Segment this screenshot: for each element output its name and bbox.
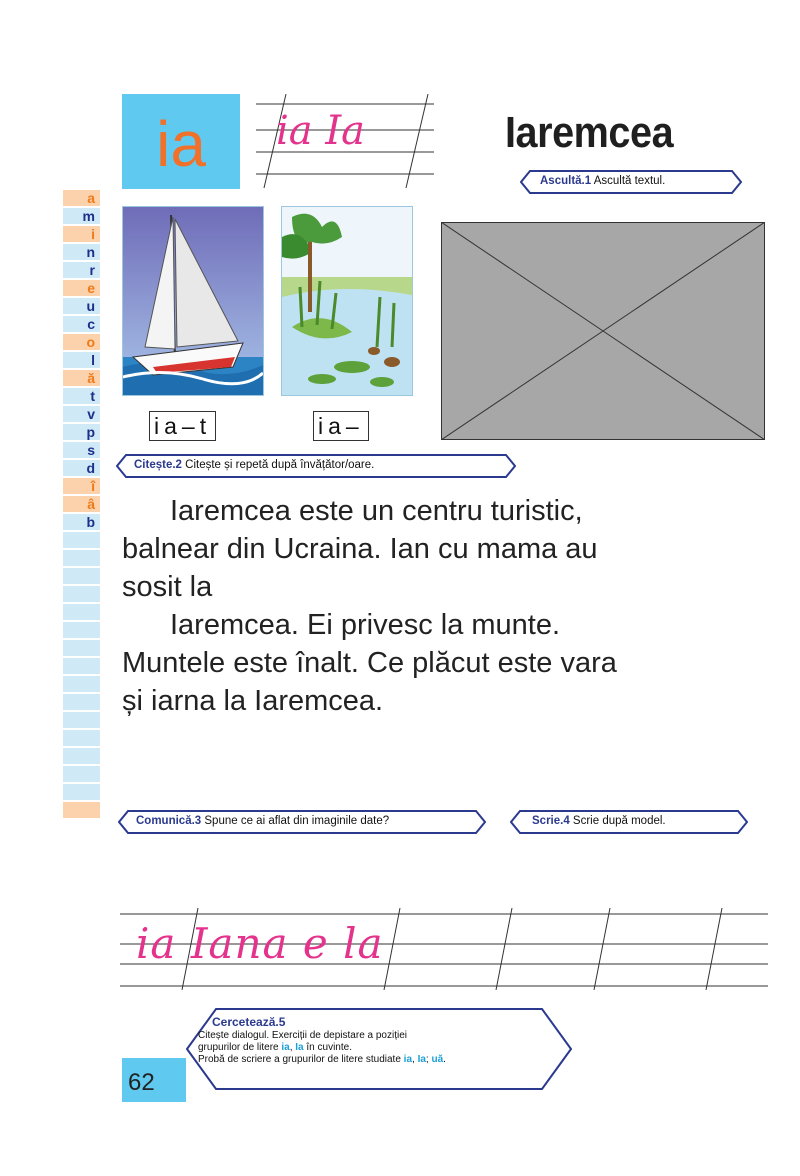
- reading-line: Iaremcea. Ei privesc la munte.: [170, 609, 561, 641]
- communicate-task: Comunică.3 Spune ce ai aflat din imaginile date?: [136, 815, 390, 827]
- sidebar-empty-cell: [63, 568, 100, 584]
- page-number: 62: [122, 1058, 186, 1102]
- image-placeholder: [441, 222, 765, 440]
- sidebar-letter: ă: [63, 370, 100, 386]
- sidebar-letter: a: [63, 190, 100, 206]
- sidebar-letter: c: [63, 316, 100, 332]
- write-task: Scrie.4 Scrie după model.: [532, 815, 666, 827]
- research-task: Cercetează.5 Citește dialogul. Exerciții de depistare a poziției grupurilor de litere ia, Ia în cuvinte. Probă de scriere a grupurilor de litere studiate ia, Ia; uă.: [198, 1015, 446, 1065]
- lake-image: [281, 206, 413, 396]
- sidebar-letter: p: [63, 424, 100, 440]
- sidebar-empty-cell: [63, 676, 100, 692]
- sidebar-empty-cell: [63, 604, 100, 620]
- word-blank-1: ia–t: [149, 411, 216, 441]
- sidebar-letter: m: [63, 208, 100, 224]
- sidebar-empty-cell: [63, 550, 100, 566]
- sailboat-image: [122, 206, 264, 396]
- sidebar-empty-cell: [63, 730, 100, 746]
- reading-line: și iarna la Iaremcea.: [122, 685, 384, 717]
- sidebar-empty-cell: [63, 802, 100, 818]
- sidebar-empty-cell: [63, 640, 100, 656]
- sidebar-empty-cell: [63, 586, 100, 602]
- listen-task: Ascultă.1 Ascultă textul.: [540, 175, 666, 187]
- sidebar-letter: r: [63, 262, 100, 278]
- reading-line: balnear din Ucraina. Ian cu mama au: [122, 533, 598, 565]
- sidebar-letter: v: [63, 406, 100, 422]
- sidebar-letter: î: [63, 478, 100, 494]
- read-task: Citește.2 Citește și repetă după învățător/oare.: [134, 459, 375, 471]
- sidebar-letter: e: [63, 280, 100, 296]
- reading-line: sosit la: [122, 571, 213, 603]
- sidebar-empty-cell: [63, 694, 100, 710]
- sidebar-letter: s: [63, 442, 100, 458]
- sidebar-empty-cell: [63, 784, 100, 800]
- sidebar-letter: t: [63, 388, 100, 404]
- page-title: Iaremcea: [505, 108, 674, 157]
- cursive-sample-text: ia Ia: [276, 108, 366, 154]
- sidebar-empty-cell: [63, 532, 100, 548]
- sidebar-letter: b: [63, 514, 100, 530]
- sidebar-letter: n: [63, 244, 100, 260]
- letter-group-box: ia: [122, 94, 240, 189]
- alphabet-sidebar: [63, 190, 100, 820]
- sidebar-empty-cell: [63, 712, 100, 728]
- sidebar-empty-cell: [63, 658, 100, 674]
- reading-line: Muntele este înalt. Ce plăcut este vara: [122, 647, 617, 679]
- sidebar-empty-cell: [63, 766, 100, 782]
- sidebar-letter: â: [63, 496, 100, 512]
- word-blank-2: ia–: [313, 411, 369, 441]
- sidebar-letter: o: [63, 334, 100, 350]
- sidebar-empty-cell: [63, 622, 100, 638]
- sidebar-letter: l: [63, 352, 100, 368]
- sidebar-letter: i: [63, 226, 100, 242]
- reading-text: [122, 492, 732, 720]
- writing-model: ia Iana e la: [136, 919, 384, 968]
- reading-line: Iaremcea este un centru turistic,: [170, 495, 583, 527]
- sidebar-empty-cell: [63, 748, 100, 764]
- sidebar-letter: d: [63, 460, 100, 476]
- sidebar-letter: u: [63, 298, 100, 314]
